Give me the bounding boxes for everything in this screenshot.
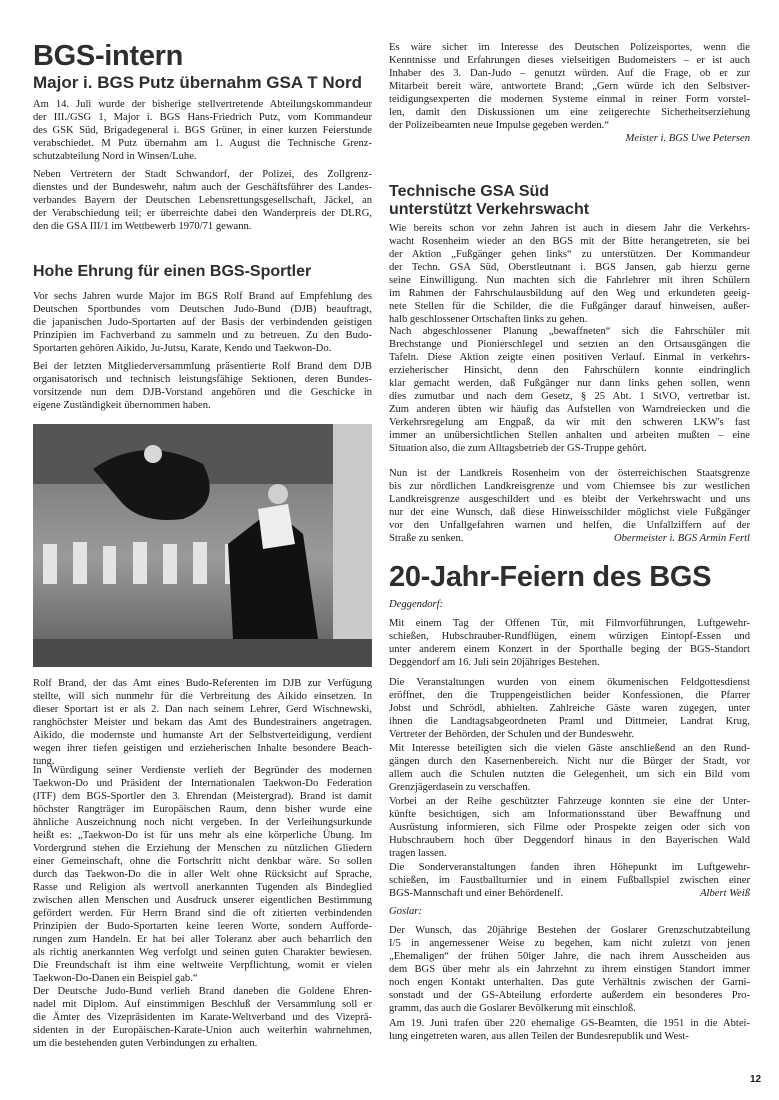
text-line: nur der eine Wunsch, daß diese Hinweisschilder möglichst viele Fußgänger [389, 507, 750, 518]
text-line: Vordergrund stehen die Erziehung der Menschen zu nützlichen Gliedern [33, 843, 372, 854]
text-line: dienstes und der Bundeswehr, nahm auch der Geschäftsführer des Landes- [33, 182, 372, 193]
text-line: Rolf Brand, der das Amt eines Budo-Referenten im DJB zur Verfügung [33, 678, 372, 689]
author-signature: Obermeister i. BGS Armin Fertl [613, 533, 750, 544]
text-line: verabschiedet. M Putz übernahm am 1. August die Technische Grenz- [33, 138, 372, 149]
text-line: noch engen Kontakt unterhalten. Das gute Verhältnis zwischen der Garni- [389, 977, 750, 988]
text-line: Aikido, die modernste und humanste Art der Selbstverteidigung, verdient [33, 730, 372, 741]
text-line: allem auch die Schulen nutzten die Gelegenheit, um sich ein Bild vom [389, 769, 750, 780]
text-line: der Verabschiedung teil; er überreichte dabei den Wanderpreis der DLRG, [33, 208, 372, 219]
text-line: halb geschlossener Ortschaften links zu gehen. [389, 314, 588, 325]
text-line: Deutschen Sportbundes vom Deutschen Judo-Bund (DJB) beauftragt, [33, 304, 372, 315]
text-line: im Rahmen der Fahrschulausbildung auf den Weg und erkundeten geeig- [389, 288, 750, 299]
text-line: zwischen allen Menschen und Ausdruck unserer eigentlichen Bestimmung [33, 895, 372, 906]
text-line: einer Gemeinschaft, ohne die Fortschritt nicht denkbar wäre. So sollen [33, 856, 372, 867]
article-heading: 20-Jahr-Feiern des BGS [389, 561, 712, 593]
text-line: Am 19. Juni trafen über 220 ehemalige GS-Beamten, die 1951 in die Abtei- [389, 1018, 750, 1029]
text-line: Inhaber des 3. Dan-Judo – genutzt würden. Auf die Frage, ob er zur [389, 68, 750, 79]
text-line: Jobst und Schrödl, abhielten. Zahlreiche Gäste waren zugegen, unter [389, 703, 750, 714]
text-line: klar gemacht werden, daß Fußgänger nur dann links gehen sollen, wenn [389, 378, 750, 389]
text-line: vor den Unfallgefahren warnen und helfen, die Unfallziffern auf der [389, 520, 750, 531]
paragraph [33, 360, 372, 412]
text-line: Sportarten gehören Aikido, Ju-Jutsu, Karate, Kendo und Taekwon-Do. [33, 343, 332, 354]
text-line: höchster Rangträger im Europäischen Raum, denn bisher wurde eine [33, 804, 372, 815]
text-line: BGS-Mannschaft und einer Behördenelf. [389, 888, 564, 899]
text-line: Am 14. Juli wurde der bisherige stellvertretende Abteilungskommandeur [33, 99, 372, 110]
article-heading: Hohe Ehrung für einen BGS-Sportler [33, 263, 312, 280]
text-line: eröffnet, den die Truppengeistlichen beider Konfessionen, die Pfarrer [389, 690, 750, 701]
text-line: (ITF) dem BGS-Sportler den 3. Ehrendan (Meistergrad). Brand ist damit [33, 791, 372, 802]
text-line: vorsitzende nun dem DJB-Vorstand angehören und die Geschicke in [33, 387, 372, 398]
text-line: unter anderem einem Konzert in der Sporthalle beging der BGS-Standort [389, 644, 750, 655]
text-line: gramm, das auch die Goslarer Bevölkerung mit einschloß. [389, 1003, 636, 1014]
text-line: immer an unübersichtlichen Stellen anhalten und arbeiten mußten – eine [389, 430, 750, 441]
paragraph [389, 742, 750, 794]
text-line: erzieherischer Hinsicht, denn den Fahrschülern konnte eindringlich [389, 365, 750, 376]
text-line: den die GSA III/1 im Wettbewerb 1970/71 gewann. [33, 221, 252, 232]
text-line: Prinzipien der Budo-Sportarten keine leeren Worte, sondern Aufforde- [33, 921, 372, 932]
text-line: als richtig anerkannten Weg verfolgt und seinen guten Charakter bewiesen. [33, 947, 372, 958]
paragraph [389, 795, 750, 860]
section-title: BGS-intern [33, 40, 184, 72]
text-line: Wie bereits schon vor zehn Jahren ist auch in diesem Jahr die Verkehrs- [389, 223, 750, 234]
text-line: Nun ist der Landkreis Rosenheim von der österreichischen Staatsgrenze [389, 468, 750, 479]
text-line: dem BGS über mehr als ein Jahrzehnt zu ihrem einstigen Standort immer [389, 964, 750, 975]
text-line: Die Sonderveranstaltungen fanden ihren Höhepunkt im Luftgewehr- [389, 862, 750, 873]
aikido-photo [33, 424, 372, 667]
text-line: die japanischen Judo-Sportarten auf der Basis der verbindenden geistigen [33, 317, 372, 328]
author-signature: Albert Weiß [700, 888, 750, 899]
text-line: Die Veranstaltungen wurden von einem ökumenischen Feldgottesdienst [389, 677, 750, 688]
text-line: Taekwon-Do und Präsident der Internationalen Taekwon-Do Federation [33, 778, 372, 789]
text-line: der Polizeibeamten neue Impulse gegeben werden.“ [389, 120, 610, 131]
text-line: nete Stellen für die Schilder, die die Fußgänger darauf hinweisen, außer- [389, 301, 750, 312]
text-line: gängen durch den Kasernenbereich. Nicht nur die Bürger der Stadt, vor [389, 756, 750, 767]
text-line: der Aktion „Fußgänger gehen links“ zu unterstützen. Der Kommandeur [389, 249, 750, 260]
text-line: dies zumutbar und nach dem Gesetz, § 25 Abt. 1 StVO, vertretbar ist. [389, 391, 750, 402]
text-line: der Techn. GSA Süd, Oberstleutnant i. BGS Jansen, gab hierzu gerne [389, 262, 750, 273]
text-line: schießen, im Faustballturnier und in einem Fußballspiel zwischen einer [389, 875, 750, 886]
text-line: verbandes Bayern der Deutschen Lebensrettungsgesellschaft, Jäckel, an [33, 195, 372, 206]
text-line: Der Deutsche Judo-Bund verlieh Brand daneben die Goldene Ehren- [33, 986, 372, 997]
text-line: Der Wunsch, das 20jährige Bestehen der Goslarer Grenzschutzabteilung [389, 925, 750, 936]
text-line: gefördert werden. Für Herrn Brand sind die oft zitierten verbindenden [33, 908, 372, 919]
text-line: tragen lassen. [389, 848, 447, 859]
text-line: Kenntnisse und Erfahrungen dieses vielseitigen Budomeisters – er ist auch [389, 55, 750, 66]
text-line: teidigungsexperten die modernen Systeme einmal in reiner Form vorstel- [389, 94, 750, 105]
text-line: wacht Rosenheim wieder an den BGS mit der Bitte herangetreten, sie bei [389, 236, 750, 247]
text-line: Brechstange und Pionierschlegel und setzten an den Ortsausgängen die [389, 339, 750, 350]
text-line: len, damit den Diskussionen um eine zeitgerechte Sicherheitserziehung [389, 107, 750, 118]
paragraph [389, 41, 750, 132]
text-line: Vertreter der Behörden, der Schulen und der Bundeswehr. [389, 729, 635, 740]
article-heading: unterstützt Verkehrswacht [389, 201, 590, 218]
text-line: ähnliche Auszeichnung noch nicht vergeben. In der Verleihungsurkunde [33, 817, 372, 828]
paragraph [389, 1017, 750, 1043]
text-line: sidenten in der Europäischen-Karate-Union auch weiterhin wahrnehmen, [33, 1025, 372, 1036]
text-line: Tafeln. Diese Aktion zeigte einen positiven Verlauf. Einmal in verkehrs- [389, 352, 750, 363]
text-line: stellte, will sich nunmehr für die Verbreitung des Aikido einsetzen. In [33, 691, 372, 702]
text-line: Straße zu senken. [389, 533, 464, 544]
text-line: Mit einem Tag der Offenen Tür, mit Filmvorführungen, Luftgewehr- [389, 618, 750, 629]
article-heading: Technische GSA Süd [389, 183, 550, 200]
text-line: nadel mit Diplom. Auf einstimmigen Beschluß der Versammlung soll er [33, 999, 372, 1010]
text-line: ihnen die Landtagsabgeordneten Praml und Dittmeier, Landrat Krug, [389, 716, 750, 727]
paragraph [389, 924, 750, 1015]
text-line: heißt es: „Taekwon-Do ist für uns mehr als eine körperliche Übung. Im [33, 830, 372, 841]
location-label: Deggendorf: [389, 599, 444, 610]
paragraph [33, 168, 372, 233]
text-line: „Ehemaligen“ der frühen 50iger Jahre, die nach ihrem Ausscheiden aus [389, 951, 750, 962]
text-line: Nach abgeschlossener Planung „bewaffneten“ sich die Fahrschüler mit [389, 326, 750, 337]
text-line: tung. [33, 756, 55, 767]
text-line: Neben Vertretern der Stadt Schwandorf, der Polizei, des Zollgrenz- [33, 169, 372, 180]
text-line: Prinzipien im Fachverband zu sammeln und zu betreuen. Zu den Budo- [33, 330, 372, 341]
text-line: um die bestehenden guten Verbindungen zu erhalten. [33, 1038, 258, 1049]
text-line: Die Freundschaft ist ihm eine weltweite Verpflichtung, womit er vielen [33, 960, 372, 971]
text-line: Zum anderen übten wir häufig das Aufstellen von Warndreiecken und die [389, 404, 750, 415]
text-line: Ausrüstung informieren, sich Filme oder Prospekte zeigen oder sich von [389, 822, 750, 833]
text-line: künfte besichtigen, sich am Informationsstand über Bewaffnung und [389, 809, 750, 820]
text-line: schutzabteilung Nord in Winsen/Luhe. [33, 151, 197, 162]
text-line: Verkehrsregelung am Engpaß, da wir mit den schweren LKW's fast [389, 417, 750, 428]
text-line: In Würdigung seiner Verdienste verlieh der Begründer des modernen [33, 765, 372, 776]
text-line: Vor sechs Jahren wurde Major im BGS Rolf Brand auf Empfehlung des [33, 291, 372, 302]
text-line: bis zur nördlichen Landkreisgrenze und vom Chiemsee bis zur westlichen [389, 481, 750, 492]
text-line: wegen ihrer tiefen geistigen und erzieherischen Inhalte besondere Beach- [33, 743, 372, 754]
text-line: ranghöchster Meister und bekam das Amt des Bundestrainers angetragen. [33, 717, 372, 728]
text-line: seine Einwilligung. Nun machten sich die Fahrlehrer mit ihren Schülern [389, 275, 750, 286]
text-line: Rasse und Religion als wertvoll anerkannten Tugenden als Bindeglied [33, 882, 372, 893]
text-line: Situation also, die zum Alltagsbetrieb der GS-Truppe gehört. [389, 443, 647, 454]
text-line: Hubschraubern hoch über Deggendorf hinaus in den Bayerischen Wald [389, 835, 750, 846]
text-line: Taekwon-Do-Danen ein Beispiel gab.“ [33, 973, 198, 984]
paragraph [389, 676, 750, 741]
text-line: Vorbei an der Reihe geschützter Fahrzeuge konnten sie eine der Unter- [389, 796, 750, 807]
text-line: dieser Sportart ist er als 2. Dan nach seinem Lehrer, Gerd Wischnewski, [33, 704, 372, 715]
text-line: organisatorisch und technisch leistungsfähige Sektionen, deren Bundes- [33, 374, 372, 385]
text-line: Landkreisgrenze ausgeschildert und es bleibt der Verkehrswacht und uns [389, 494, 750, 505]
paragraph [389, 222, 750, 326]
text-line: durch das Taekwon-Do die in aller Welt ohne Rücksicht auf Sprache, [33, 869, 372, 880]
paragraph [33, 98, 372, 163]
paragraph [389, 325, 750, 455]
text-line: die Ämter des Vizepräsidenten im Karate-Weltverband und des Vizeprä- [33, 1012, 372, 1023]
text-line: Mitarbeit bereit wäre, antwortete Brand: „Gern würde ich den Selbstver- [389, 81, 750, 92]
text-line: der III./GSG 1, Major i. BGS Hans-Friedrich Putz, vom Kommandeur [33, 112, 372, 123]
paragraph [33, 985, 372, 1050]
text-line: Es wäre sicher im Interesse des Deutschen Polizeisportes, wenn die [389, 42, 750, 53]
text-line: Grenzjägerdasein zu verschaffen. [389, 782, 531, 793]
article-title: Major i. BGS Putz übernahm GSA T Nord [33, 73, 363, 92]
paragraph [33, 290, 372, 355]
text-line: Bei der letzten Mitgliederversammlung präsentierte Rolf Brand dem DJB [33, 361, 372, 372]
text-line: I/5 in angemessener Weise zu begehen, kam nicht zuletzt von jenen [389, 938, 750, 949]
paragraph [33, 764, 372, 985]
paragraph [33, 677, 372, 768]
text-line: Mit Interesse beteiligten sich die vielen Gäste anschließend an den Rund- [389, 743, 750, 754]
text-line: eigene Zuständigkeit übernommen haben. [33, 400, 211, 411]
author-signature: Meister i. BGS Uwe Petersen [625, 133, 750, 144]
text-line: des GSK Süd, Brigadegeneral i. BGS Grüner, in einer kurzen Feierstunde [33, 125, 372, 136]
paragraph [389, 617, 750, 669]
location-label: Goslar: [389, 906, 422, 917]
text-line: Deggendorf am 16. Juli sein 20jähriges Bestehen. [389, 657, 600, 668]
text-line: rungen zum Handeln. Er hat bei aller Toleranz aber auch beharrlich den [33, 934, 372, 945]
text-line: sonstadt und der GS-Abteilung erforderte außerdem ein besonderes Pro- [389, 990, 750, 1001]
text-line: schießen, Hubschrauber-Rundflügen, einem würzigen Eintopf-Essen und [389, 631, 750, 642]
page-number: 12 [750, 1074, 762, 1085]
text-line: lung eingetreten waren, aus allen Teilen der Bundesrepublik und West- [389, 1031, 689, 1042]
